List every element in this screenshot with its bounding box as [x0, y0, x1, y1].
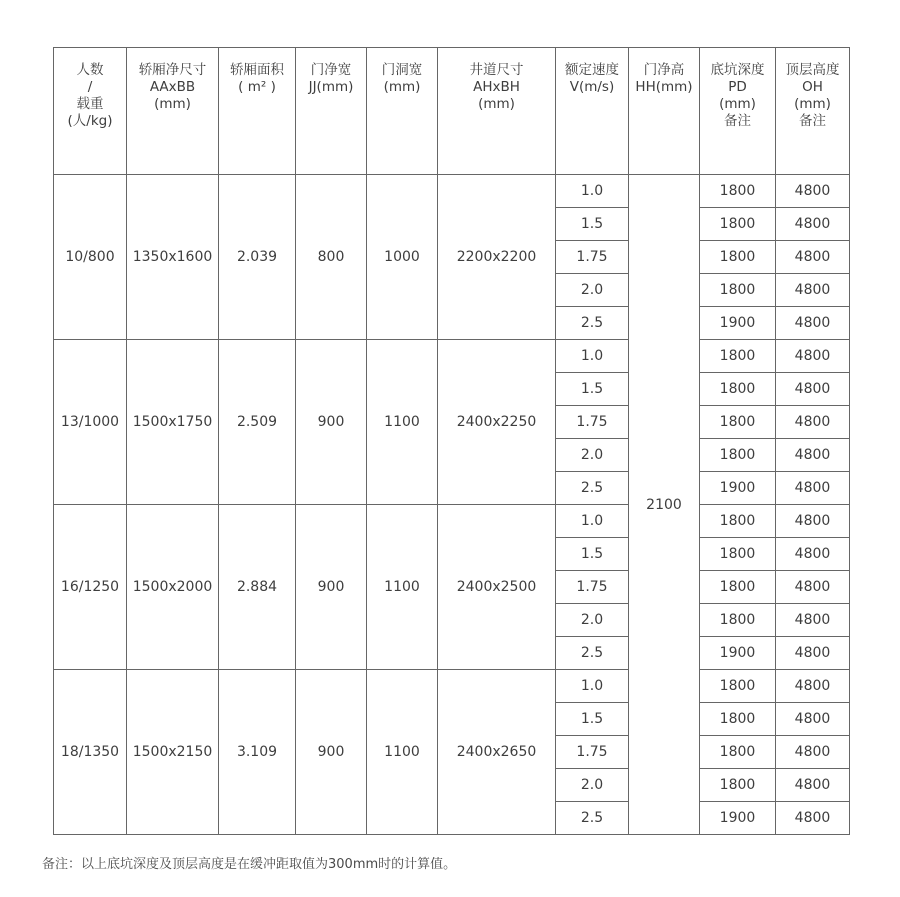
pit-depth-cell: 1900	[700, 802, 776, 835]
car-size-cell: 1500x2150	[127, 670, 219, 835]
rated-speed-cell: 2.5	[556, 802, 629, 835]
car-area-cell: 3.109	[219, 670, 296, 835]
door-width-cell: 900	[296, 670, 367, 835]
rated-speed-cell: 2.0	[556, 604, 629, 637]
rated-speed-cell: 1.0	[556, 340, 629, 373]
overhead-height-cell: 4800	[776, 208, 850, 241]
pit-depth-cell: 1800	[700, 373, 776, 406]
rated-speed-cell: 2.0	[556, 439, 629, 472]
overhead-height-cell: 4800	[776, 373, 850, 406]
table-row	[54, 670, 850, 703]
overhead-height-cell: 4800	[776, 670, 850, 703]
capacity-cell: 16/1250	[54, 505, 127, 670]
shaft-size-cell: 2400x2500	[438, 505, 556, 670]
pit-depth-cell: 1800	[700, 274, 776, 307]
pit-depth-cell: 1800	[700, 670, 776, 703]
pit-depth-cell: 1800	[700, 736, 776, 769]
shaft-size-cell: 2200x2200	[438, 175, 556, 340]
car-area-cell: 2.039	[219, 175, 296, 340]
pit-depth-cell: 1800	[700, 604, 776, 637]
car-area-cell: 2.884	[219, 505, 296, 670]
elevator-spec-table	[53, 47, 850, 835]
overhead-height-cell: 4800	[776, 802, 850, 835]
header-door-opening: 门洞宽 (mm)	[367, 48, 438, 175]
overhead-height-cell: 4800	[776, 274, 850, 307]
rated-speed-cell: 1.5	[556, 703, 629, 736]
table-body	[54, 175, 850, 835]
pit-depth-cell: 1800	[700, 340, 776, 373]
header-overhead-height: 顶层高度 OH (mm) 备注	[776, 48, 850, 175]
header-pit-depth: 底坑深度 PD (mm) 备注	[700, 48, 776, 175]
door-height-cell: 2100	[629, 175, 700, 835]
rated-speed-cell: 1.75	[556, 241, 629, 274]
pit-depth-cell: 1800	[700, 241, 776, 274]
pit-depth-cell: 1800	[700, 505, 776, 538]
door-opening-cell: 1100	[367, 505, 438, 670]
pit-depth-cell: 1800	[700, 571, 776, 604]
shaft-size-cell: 2400x2250	[438, 340, 556, 505]
header-rated-speed: 额定速度 V(m/s)	[556, 48, 629, 175]
rated-speed-cell: 1.75	[556, 571, 629, 604]
rated-speed-cell: 2.0	[556, 769, 629, 802]
rated-speed-cell: 2.5	[556, 637, 629, 670]
overhead-height-cell: 4800	[776, 439, 850, 472]
pit-depth-cell: 1800	[700, 175, 776, 208]
header-car-area: 轿厢面积 ( m² )	[219, 48, 296, 175]
overhead-height-cell: 4800	[776, 307, 850, 340]
rated-speed-cell: 1.5	[556, 373, 629, 406]
pit-depth-cell: 1900	[700, 637, 776, 670]
overhead-height-cell: 4800	[776, 175, 850, 208]
capacity-cell: 18/1350	[54, 670, 127, 835]
overhead-height-cell: 4800	[776, 769, 850, 802]
door-opening-cell: 1100	[367, 670, 438, 835]
overhead-height-cell: 4800	[776, 406, 850, 439]
overhead-height-cell: 4800	[776, 736, 850, 769]
pit-depth-cell: 1800	[700, 208, 776, 241]
overhead-height-cell: 4800	[776, 538, 850, 571]
overhead-height-cell: 4800	[776, 604, 850, 637]
overhead-height-cell: 4800	[776, 241, 850, 274]
footnote: 备注：以上底坑深度及顶层高度是在缓冲距取值为300mm时的计算值。	[42, 857, 457, 872]
rated-speed-cell: 2.5	[556, 307, 629, 340]
rated-speed-cell: 1.75	[556, 406, 629, 439]
door-opening-cell: 1000	[367, 175, 438, 340]
pit-depth-cell: 1900	[700, 307, 776, 340]
header-car-size: 轿厢净尺寸 AAxBB (mm)	[127, 48, 219, 175]
pit-depth-cell: 1800	[700, 703, 776, 736]
capacity-cell: 10/800	[54, 175, 127, 340]
rated-speed-cell: 1.0	[556, 175, 629, 208]
overhead-height-cell: 4800	[776, 340, 850, 373]
pit-depth-cell: 1900	[700, 472, 776, 505]
header-row	[54, 48, 850, 175]
rated-speed-cell: 1.0	[556, 505, 629, 538]
door-width-cell: 900	[296, 340, 367, 505]
rated-speed-cell: 1.75	[556, 736, 629, 769]
pit-depth-cell: 1800	[700, 538, 776, 571]
door-width-cell: 800	[296, 175, 367, 340]
header-door-height: 门净高 HH(mm)	[629, 48, 700, 175]
table-header	[54, 48, 850, 175]
overhead-height-cell: 4800	[776, 637, 850, 670]
table-row	[54, 505, 850, 538]
overhead-height-cell: 4800	[776, 505, 850, 538]
overhead-height-cell: 4800	[776, 472, 850, 505]
capacity-cell: 13/1000	[54, 340, 127, 505]
rated-speed-cell: 1.0	[556, 670, 629, 703]
overhead-height-cell: 4800	[776, 703, 850, 736]
pit-depth-cell: 1800	[700, 439, 776, 472]
pit-depth-cell: 1800	[700, 406, 776, 439]
header-shaft-size: 井道尺寸 AHxBH (mm)	[438, 48, 556, 175]
car-size-cell: 1500x2000	[127, 505, 219, 670]
rated-speed-cell: 1.5	[556, 538, 629, 571]
pit-depth-cell: 1800	[700, 769, 776, 802]
overhead-height-cell: 4800	[776, 571, 850, 604]
rated-speed-cell: 2.5	[556, 472, 629, 505]
car-area-cell: 2.509	[219, 340, 296, 505]
door-width-cell: 900	[296, 505, 367, 670]
header-door-width: 门净宽 JJ(mm)	[296, 48, 367, 175]
shaft-size-cell: 2400x2650	[438, 670, 556, 835]
car-size-cell: 1500x1750	[127, 340, 219, 505]
table-row	[54, 340, 850, 373]
car-size-cell: 1350x1600	[127, 175, 219, 340]
table-row	[54, 175, 850, 208]
rated-speed-cell: 1.5	[556, 208, 629, 241]
header-capacity: 人数 / 载重 (人/kg)	[54, 48, 127, 175]
rated-speed-cell: 2.0	[556, 274, 629, 307]
door-opening-cell: 1100	[367, 340, 438, 505]
